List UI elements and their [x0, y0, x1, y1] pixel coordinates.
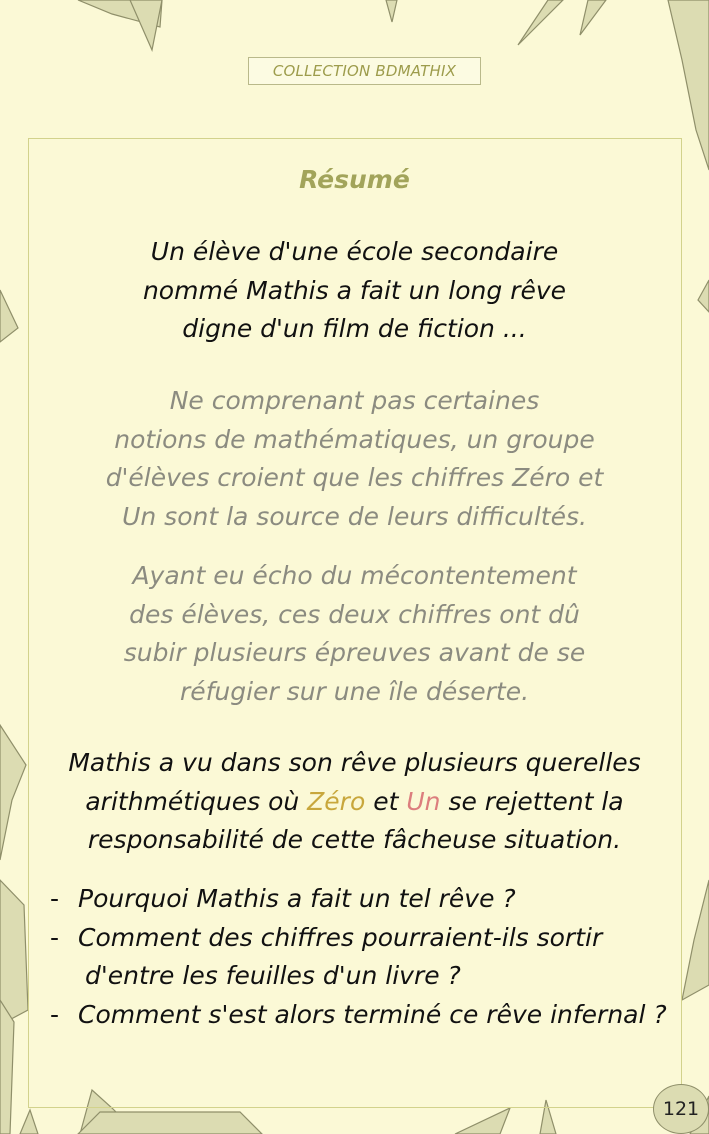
summary-paragraph-students [40, 382, 669, 536]
summary-title: Résumé [299, 165, 410, 194]
question-text: Comment des chiffres pourraient-ils sortir [78, 922, 603, 952]
text-line: nommé Mathis a fait un long rêve [142, 275, 567, 305]
shard-shape [455, 1108, 510, 1134]
summary-paragraph-quarrels [40, 744, 669, 860]
collection-label: COLLECTION BDMATHIX [248, 57, 481, 85]
dash-bullet: - [50, 884, 60, 913]
text-line: Un sont la source de leurs difficultés. [122, 501, 587, 531]
summary-paragraph-island [40, 557, 669, 711]
shard-shape [0, 725, 26, 860]
text-line: notions de mathématiques, un groupe [114, 424, 595, 454]
question-text: Comment s'est alors terminé ce rêve infernal ? [78, 999, 667, 1029]
text-line: d'élèves croient que les chiffres Zéro et [105, 463, 604, 492]
question-item [50, 996, 690, 1035]
text-line: Un élève d'une école secondaire [150, 237, 559, 266]
dash-bullet: - [50, 999, 60, 1029]
question-item-continued [50, 957, 690, 996]
shard-shape [20, 1110, 38, 1134]
text-line: Ayant eu écho du mécontentement [132, 561, 577, 590]
question-text: Pourquoi Mathis a fait un tel rêve ? [78, 884, 516, 913]
shard-shape [386, 0, 397, 22]
text-line: Mathis a vu dans son rêve plusieurs querelles [68, 748, 641, 777]
text-segment: se rejettent la [440, 786, 624, 816]
shard-shape [0, 290, 18, 342]
shard-shape [0, 880, 28, 1025]
zero-name: Zéro [307, 786, 366, 816]
shard-shape [518, 0, 563, 45]
question-list [50, 880, 690, 1034]
shard-shape [130, 0, 162, 50]
question-item [50, 880, 690, 919]
text-line: digne d'un film de fiction ... [182, 314, 527, 343]
text-line: responsabilité de cette fâcheuse situation. [87, 825, 622, 854]
text-line: subir plusieurs épreuves avant de se [123, 638, 586, 667]
text-line: Ne comprenant pas certaines [169, 386, 540, 415]
summary-paragraph-intro [40, 233, 669, 349]
dash-bullet: - [50, 922, 60, 952]
text-line: des élèves, ces deux chiffres ont dû [129, 599, 580, 629]
page-number: 121 [653, 1084, 709, 1134]
text-line: réfugier sur une île déserte. [179, 676, 530, 706]
question-text: d'entre les feuilles d'un livre ? [85, 961, 461, 990]
un-name: Un [406, 786, 441, 816]
text-line-colored [40, 783, 669, 822]
shard-shape [580, 0, 606, 35]
text-segment: arithmétiques où [85, 786, 308, 816]
text-segment: et [365, 786, 407, 816]
question-item [50, 919, 690, 958]
shard-shape [0, 1000, 14, 1134]
shard-shape [698, 280, 709, 312]
shard-shape [78, 1112, 262, 1134]
